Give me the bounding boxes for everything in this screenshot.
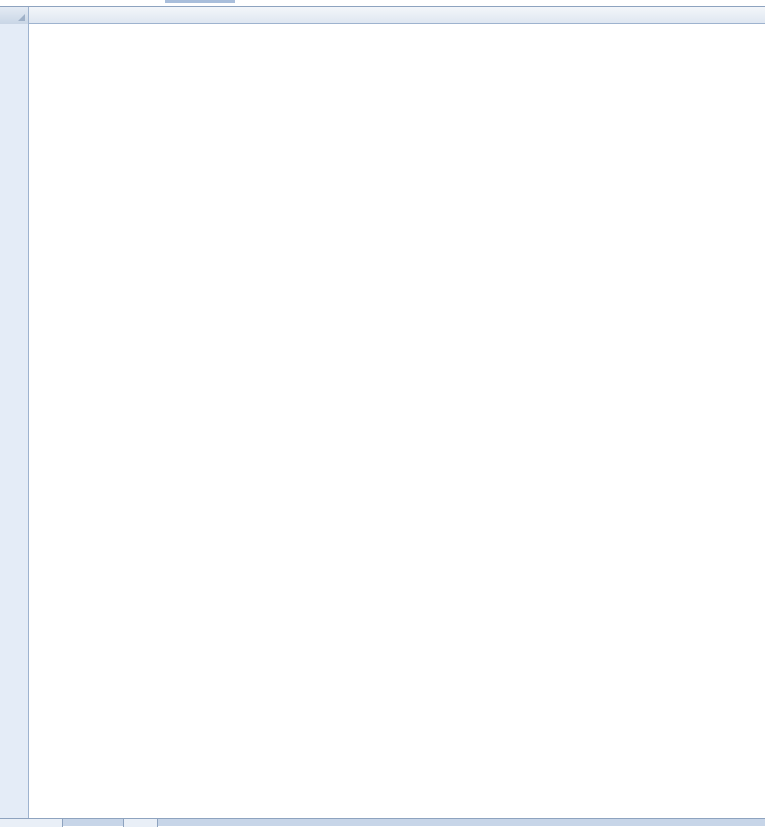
project-name <box>163 86 663 108</box>
sheet-grid[interactable] <box>29 24 765 826</box>
row-header-bar <box>0 24 29 826</box>
table-code <box>614 28 736 86</box>
sheet-tab-bar <box>0 818 765 826</box>
header-component-spec <box>137 109 189 193</box>
header-bearing-length <box>293 109 397 140</box>
header-remarks <box>646 109 736 193</box>
formula-bar-strip <box>0 0 765 7</box>
select-all-corner[interactable] <box>0 7 29 24</box>
project-label <box>33 86 161 108</box>
form-title <box>216 28 614 86</box>
header-install-position <box>33 109 137 193</box>
header-prefab-number <box>189 109 241 193</box>
column-header-bar <box>0 7 765 24</box>
header-top-elevation <box>397 109 499 140</box>
scroll-tab[interactable] <box>165 0 235 3</box>
